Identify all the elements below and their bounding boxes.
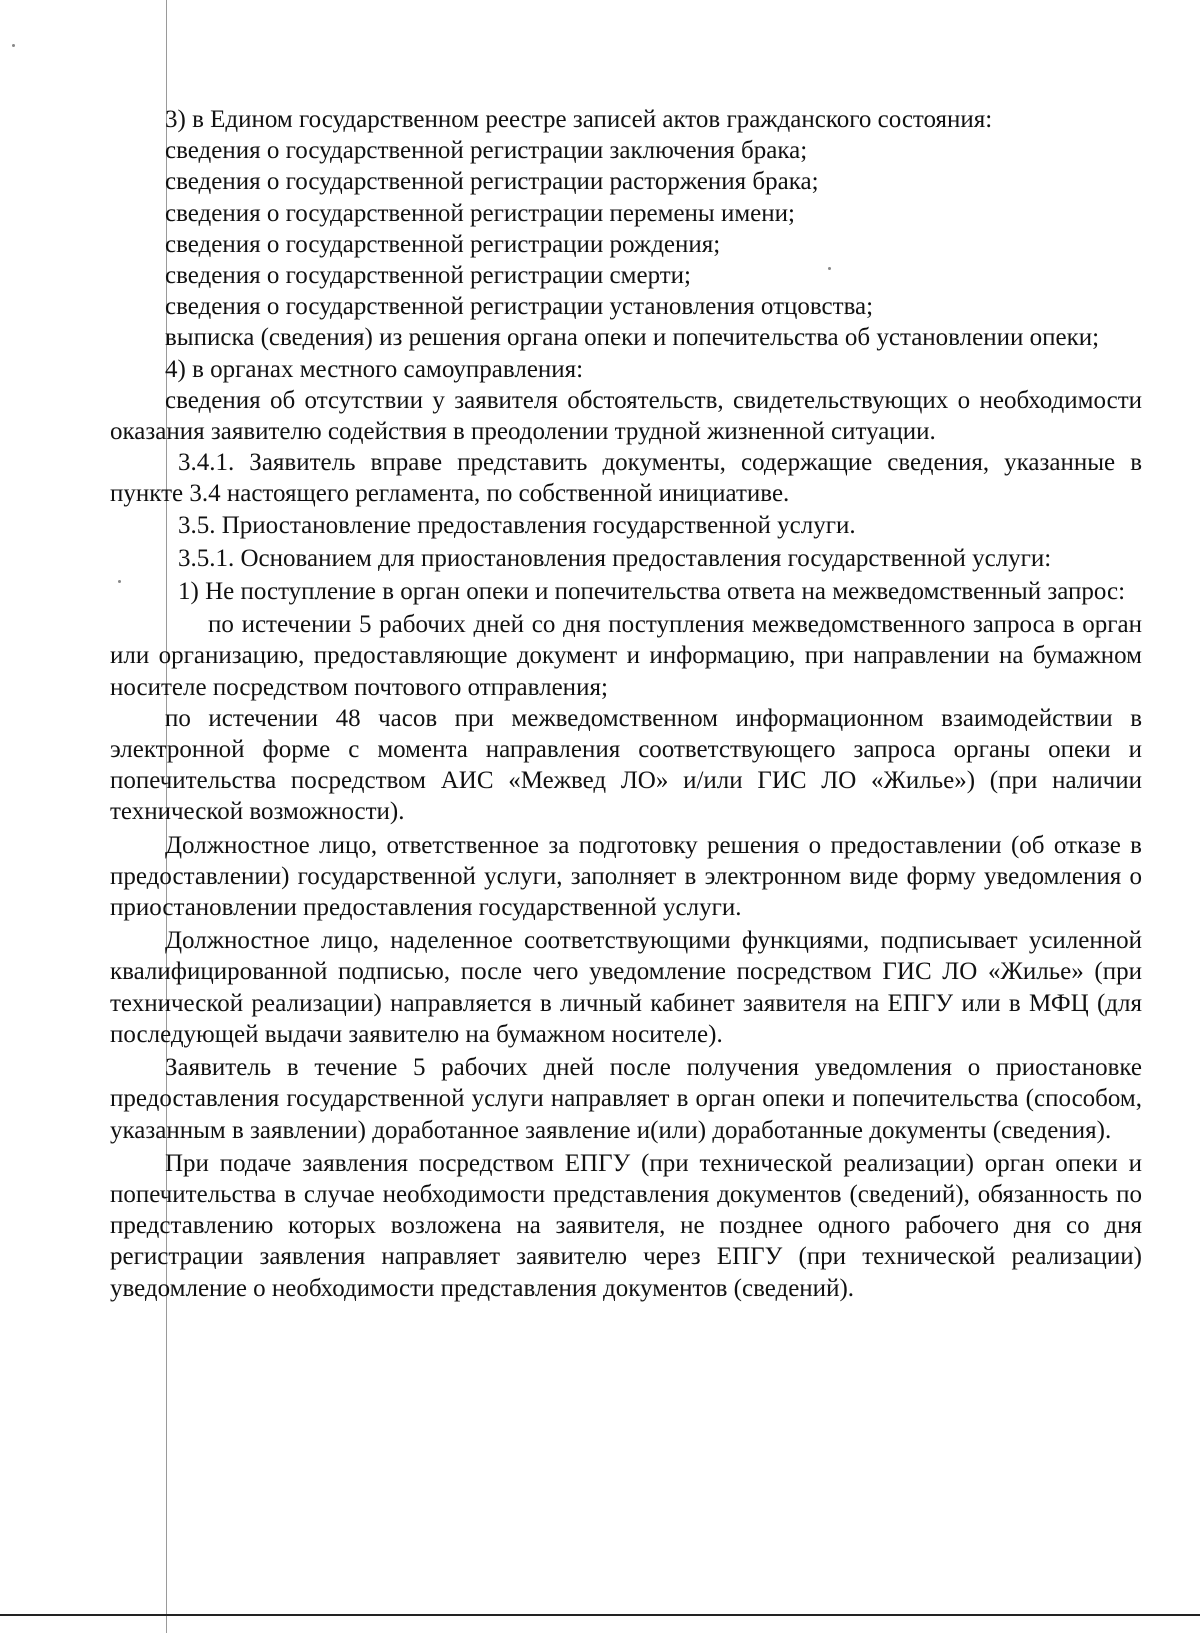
paragraph-official-signs: Должностное лицо, наделенное соответствующими функциями, подписывает усиленной квалифицированной подписью, после чего уведомление посредством ГИС ЛО «Жилье» (при технической реализации) направляется в личный кабинет заявителя на ЕПГУ или в МФЦ (для последующей выдачи заявителю на бумажном носителе). — [110, 927, 1142, 1048]
paragraph-hardship-absence: сведения об отсутствии у заявителя обстоятельств, свидетельствующих о необходимости оказания заявителю содействия в преодолении трудной жизненной ситуации. — [110, 386, 1142, 446]
paragraph-paternity-registration: сведения о государственной регистрации установления отцовства; — [165, 293, 874, 321]
paragraph-applicant-resubmits: Заявитель в течение 5 рабочих дней после получения уведомления о приостановке предоставления государственной услуги направляет в орган опеки и попечительства (способом, указанным в заявлении) доработанное заявление и(или) доработанные документы (сведения). — [110, 1054, 1142, 1144]
paragraph-divorce-registration: сведения о государственной регистрации расторжения брака; — [165, 168, 819, 196]
paragraph-item-1-no-response: 1) Не поступление в орган опеки и попечительства ответа на межведомственный запрос: — [178, 578, 1126, 606]
paragraph-name-change-registration: сведения о государственной регистрации перемены имени; — [165, 199, 795, 227]
scan-speck — [12, 44, 15, 47]
paragraph-death-registration: сведения о государственной регистрации смерти; — [165, 262, 691, 290]
paragraph-3-4-1: 3.4.1. Заявитель вправе представить документы, содержащие сведения, указанные в пункте 3.4 настоящего регламента, по собственной инициативе. — [110, 449, 1142, 508]
paragraph-guardianship-extract: выписка (сведения) из решения органа опеки и попечительства об установлении опеки; — [165, 324, 1100, 352]
page-bottom-edge — [0, 1614, 1200, 1616]
paragraph-local-government-heading: 4) в органах местного самоуправления: — [165, 355, 584, 383]
document-body — [110, 104, 1142, 1304]
paragraph-birth-registration: сведения о государственной регистрации рождения; — [165, 230, 721, 258]
paragraph-48-hours: по истечении 48 часов при межведомственном информационном взаимодействии в электронной форме с момента направления соответствующего запроса органы опеки и попечительства посредством АИС «Межвед ЛО» и/или ГИС ЛО «Жилье») (при наличии технической возможности). — [110, 704, 1142, 826]
paragraph-official-fills-form: Должностное лицо, ответственное за подготовку решения о предоставлении (об отказе в предоставлении) государственной услуги, заполняет в электронном виде форму уведомления о приостановлении предоставления государственной услуги. — [110, 831, 1142, 922]
paragraph-marriage-registration: сведения о государственной регистрации заключения брака; — [165, 137, 808, 165]
paragraph-3-5-1: 3.5.1. Основанием для приостановления предоставления государственной услуги: — [178, 544, 1052, 572]
paragraph-civil-registry-heading: 3) в Едином государственном реестре записей актов гражданского состояния: — [165, 106, 993, 133]
paragraph-epgu-notification: При подаче заявления посредством ЕПГУ (при технической реализации) орган опеки и попечительства в случае необходимости представления документов (сведений), обязанность по представлению которых возложена на заявителя, не позднее одного рабочего дня со дня регистрации заявления направляет заявителю через ЕПГУ (при технической реализации) уведомление о необходимости представления документов (сведений). — [110, 1149, 1142, 1302]
paragraph-5-working-days: по истечении 5 рабочих дней со дня поступления межведомственного запроса в орган или организацию, предоставляющие документ и информацию, при направлении на бумажном носителе посредством почтового отправления; — [110, 611, 1142, 701]
paragraph-3-5: 3.5. Приостановление предоставления государственной услуги. — [178, 511, 856, 539]
